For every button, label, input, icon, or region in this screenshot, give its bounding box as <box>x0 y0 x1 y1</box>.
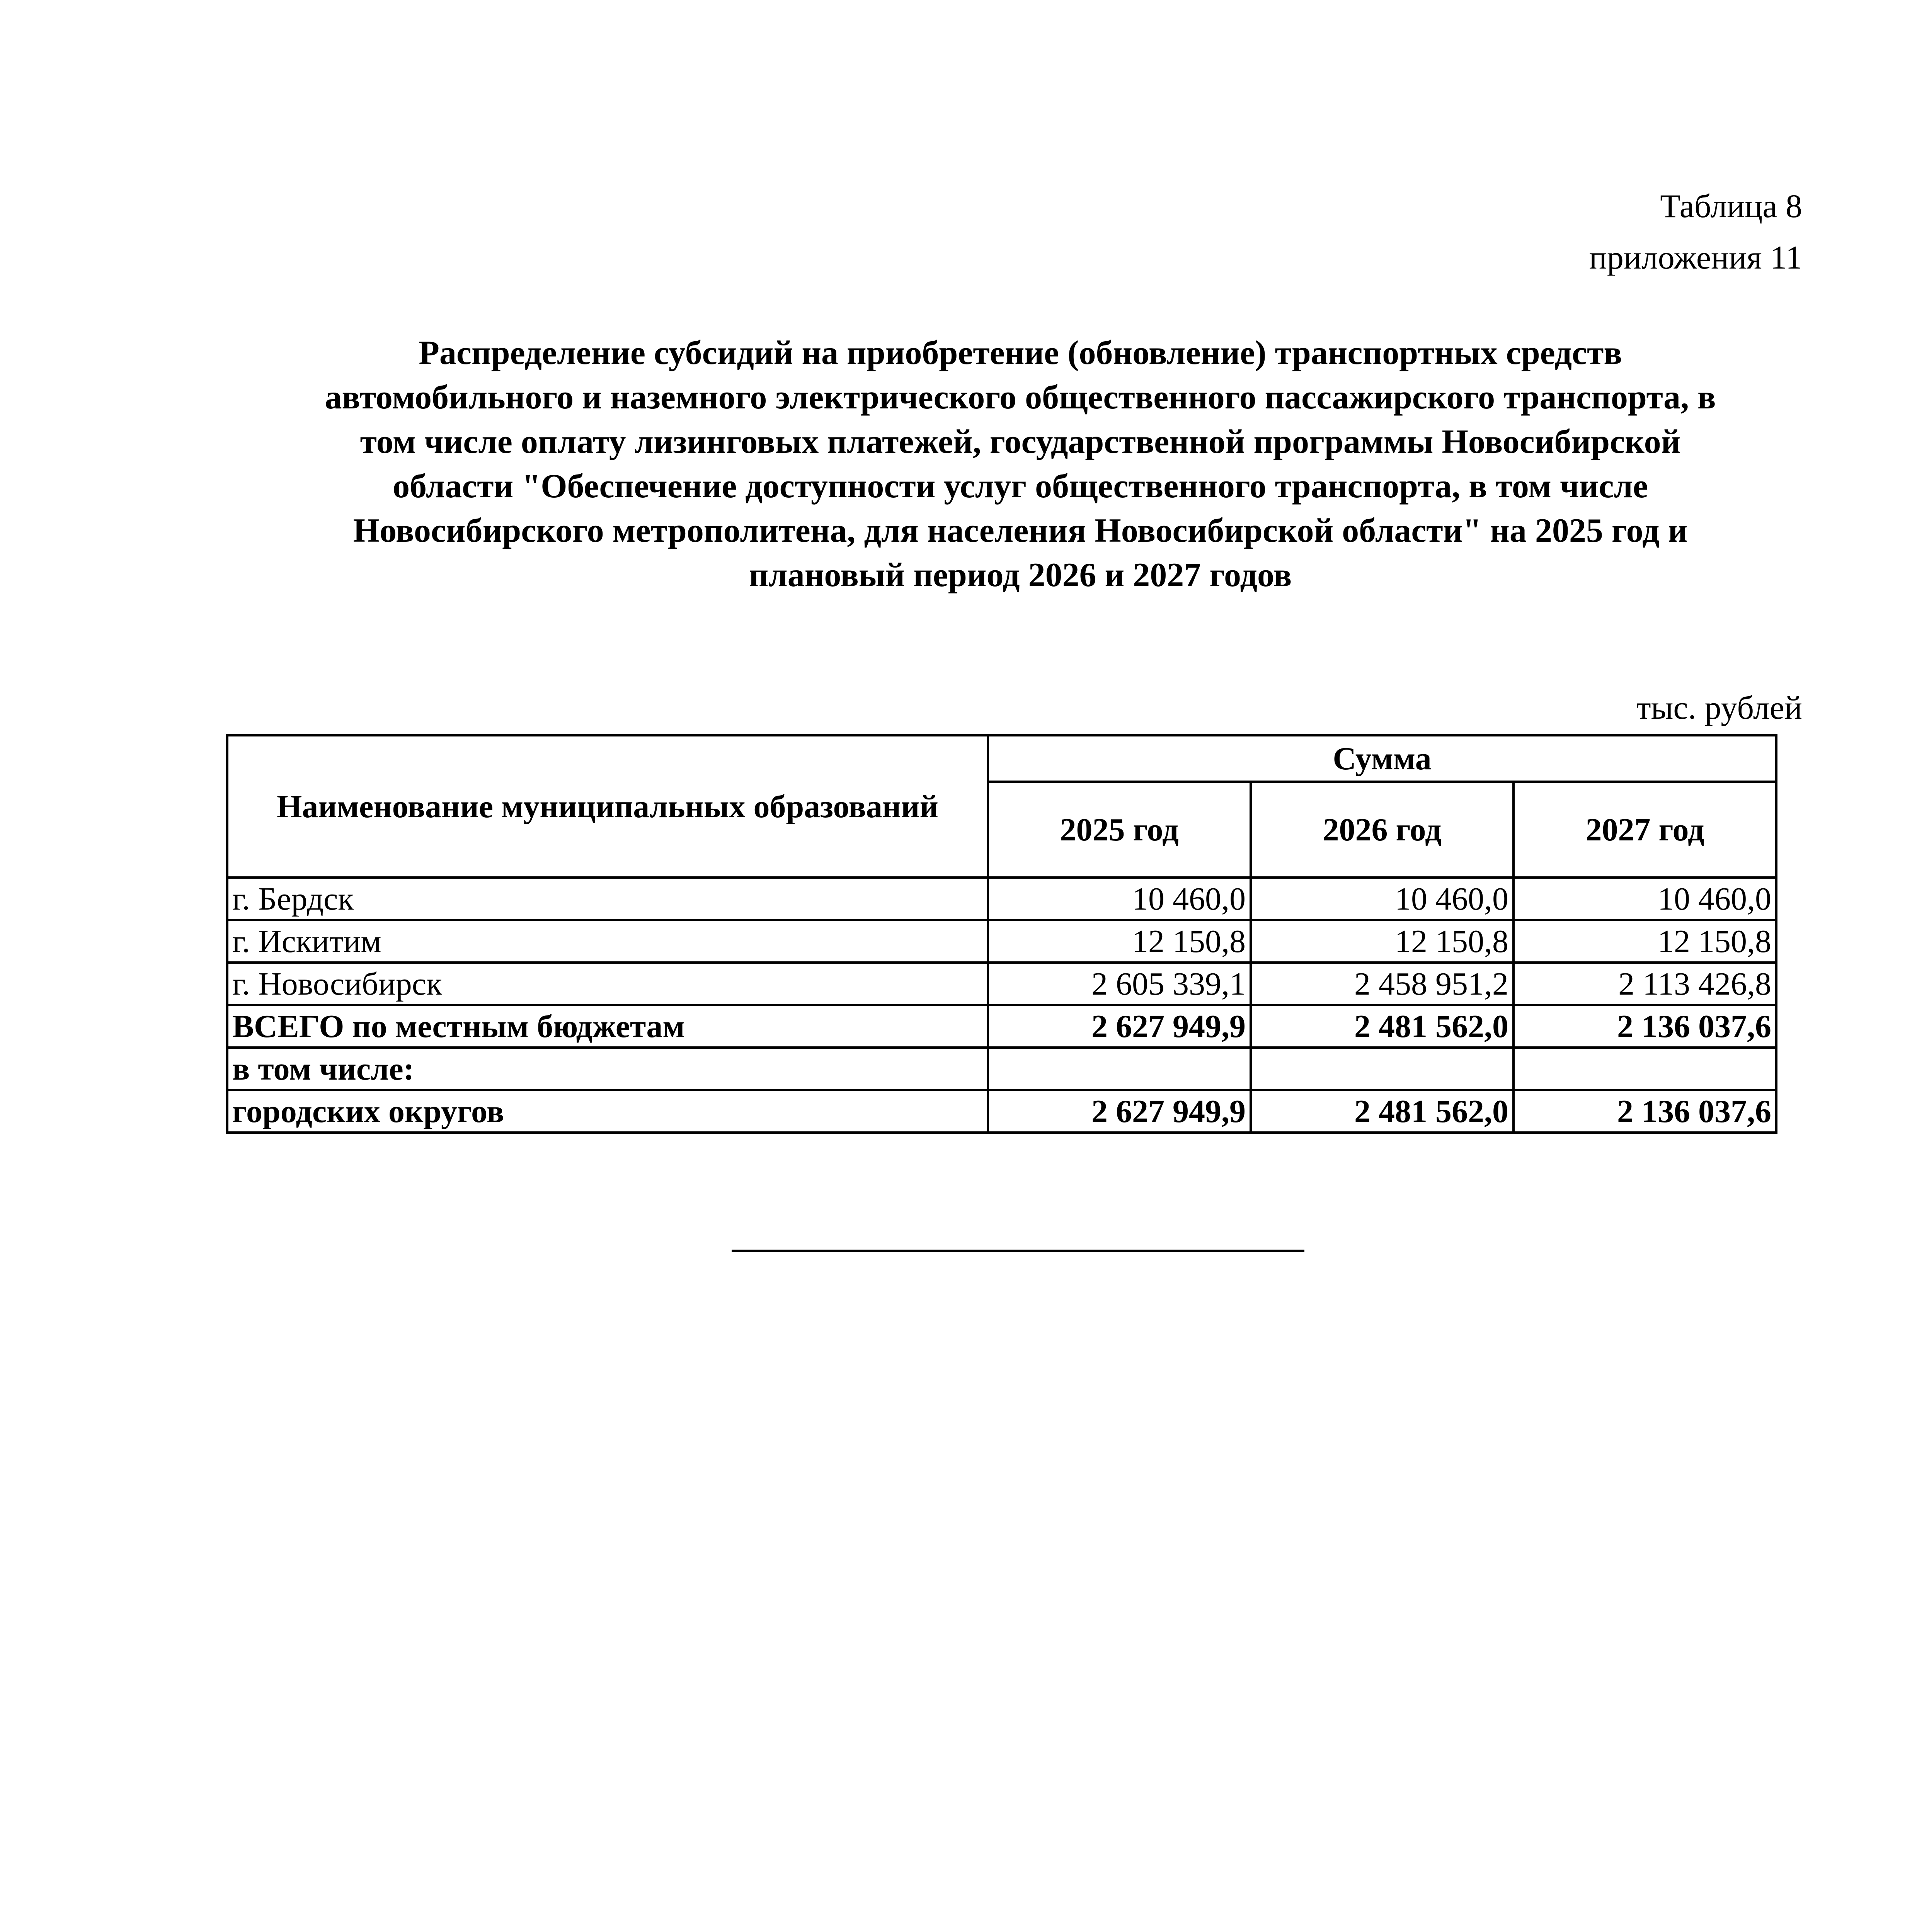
table-row <box>227 878 1776 920</box>
value-2025: 12 150,8 <box>988 920 1251 963</box>
value-2026: 10 460,0 <box>1251 878 1514 920</box>
row-name: г. Искитим <box>227 920 988 963</box>
title-line: автомобильного и наземного электрического общественного пассажирского транспорта, в <box>325 379 1716 416</box>
table-row-urban-districts <box>227 1090 1776 1133</box>
column-header-2026: 2026 год <box>1251 782 1514 878</box>
value-2025: 2 627 949,9 <box>988 1090 1251 1133</box>
table-number-label: Таблица 8 <box>1660 187 1802 224</box>
title-line: Новосибирского метрополитена, для населения Новосибирской области" на 2025 год и <box>353 512 1688 549</box>
row-name: ВСЕГО по местным бюджетам <box>227 1005 988 1048</box>
table-row-including <box>227 1048 1776 1090</box>
end-divider <box>732 1250 1304 1252</box>
value-2026: 2 481 562,0 <box>1251 1005 1514 1048</box>
title-line: том числе оплату лизинговых платежей, государственной программы Новосибирской <box>360 423 1681 461</box>
row-name: в том числе: <box>227 1048 988 1090</box>
value-2025: 2 605 339,1 <box>988 963 1251 1005</box>
title-line: области "Обеспечение доступности услуг общественного транспорта, в том числе <box>393 468 1648 505</box>
value-2027: 2 113 426,8 <box>1514 963 1776 1005</box>
title-line: плановый период 2026 и 2027 годов <box>749 556 1292 594</box>
row-name: городских округов <box>227 1090 988 1133</box>
title-line: Распределение субсидий на приобретение (обновление) транспортных средств <box>419 334 1622 372</box>
value-2025: 2 627 949,9 <box>988 1005 1251 1048</box>
column-header-2025: 2025 год <box>988 782 1251 878</box>
appendix-label: приложения 11 <box>1589 239 1802 276</box>
value-2027 <box>1514 1048 1776 1090</box>
value-2025 <box>988 1048 1251 1090</box>
value-2027: 2 136 037,6 <box>1514 1005 1776 1048</box>
subsidy-table <box>226 734 1777 1134</box>
table-row <box>227 963 1776 1005</box>
column-header-2027: 2027 год <box>1514 782 1776 878</box>
units-label: тыс. рублей <box>1636 689 1802 726</box>
value-2026 <box>1251 1048 1514 1090</box>
column-header-name: Наименование муниципальных образований <box>227 735 988 878</box>
table-row <box>227 920 1776 963</box>
value-2026: 12 150,8 <box>1251 920 1514 963</box>
value-2027: 2 136 037,6 <box>1514 1090 1776 1133</box>
table-row-total <box>227 1005 1776 1048</box>
value-2027: 12 150,8 <box>1514 920 1776 963</box>
value-2027: 10 460,0 <box>1514 878 1776 920</box>
value-2025: 10 460,0 <box>988 878 1251 920</box>
value-2026: 2 481 562,0 <box>1251 1090 1514 1133</box>
row-name: г. Бердск <box>227 878 988 920</box>
value-2026: 2 458 951,2 <box>1251 963 1514 1005</box>
document-title <box>193 331 1847 597</box>
row-name: г. Новосибирск <box>227 963 988 1005</box>
column-header-sum: Сумма <box>988 735 1776 782</box>
